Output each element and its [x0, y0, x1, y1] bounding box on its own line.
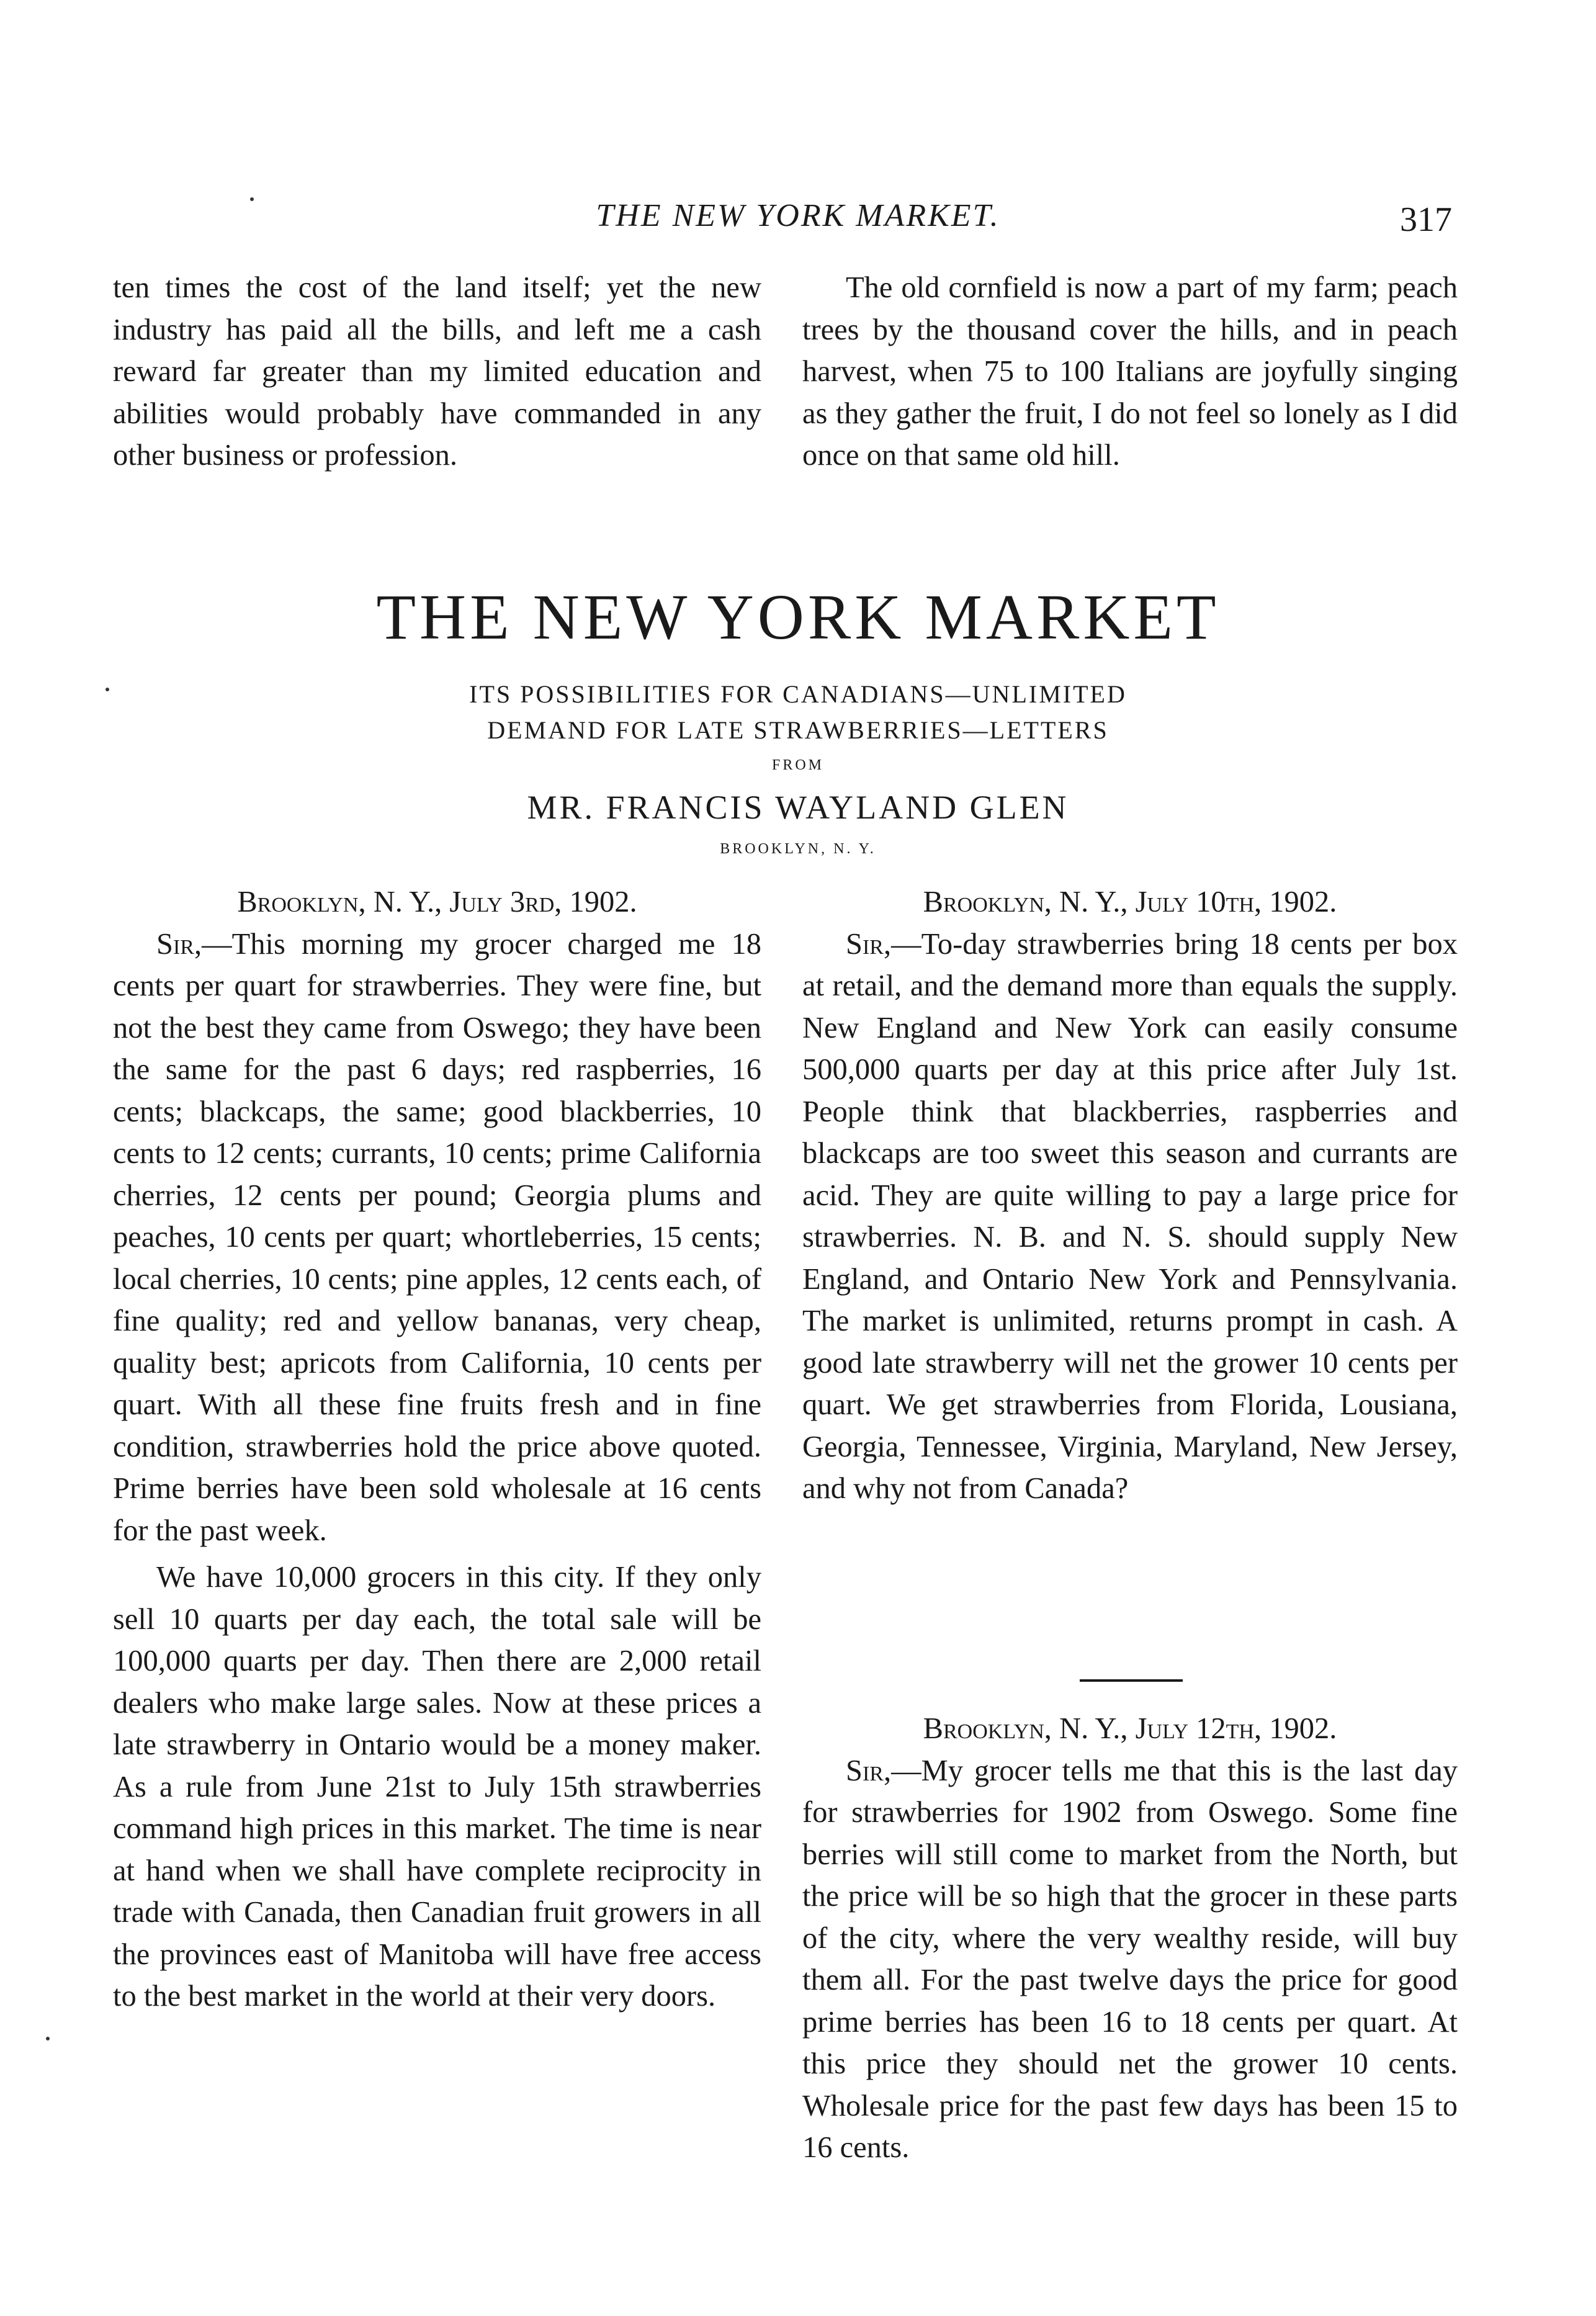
author-name: MR. FRANCIS WAYLAND GLEN	[527, 789, 1069, 826]
subtitle-line-2: DEMAND FOR LATE STRAWBERRIES—LETTERS	[487, 716, 1109, 744]
letter-2-column	[802, 881, 1458, 1510]
letter-3-paragraph-1	[802, 1750, 1458, 2169]
print-speck	[46, 2037, 50, 2040]
intro-right-paragraph: The old cornfield is now a part of my farm; peach trees by the thousand cover the hills, and in peach harvest, when 75 to 100 Italians are joyfully singing as they gather the fruit, I do not feel so lonely as I did once on that same old hill.	[802, 271, 1458, 472]
intro-left-paragraph: ten times the cost of the land itself; yet the new industry has paid all the bills, and left me a cash reward far greater than my limited education and abilities would probably have commanded in any other business or profession.	[113, 271, 761, 472]
letter-2-paragraph-1	[802, 923, 1458, 1510]
print-speck	[250, 197, 254, 201]
letter-1-text-1: —This morning my grocer charged me 18 cents per quart for strawberries. They were fine, but not the best they came from Oswego; they have been the same for the past 6 days; red raspberries, 16 cents; blackcaps, the same; good blackberries, 10 cents to 12 cents; currants, 10 cents; prime California cherries, 12 cents per pound; Georgia plums and peaches, 10 cents per quart; whortleberries, 15 cents; local cherries, 10 cents; pine apples, 12 cents each, of fine quality; red and yellow bananas, very cheap, quality best; apricots from California, 10 cents per quart. With all these fine fruits fresh and in fine condition, strawberries hold the price above quoted. Prime berries have been sold wholesale at 16 cents for the past week.	[113, 927, 761, 1547]
letter-1-salutation: Sir,	[156, 927, 202, 961]
letter-1-paragraph-2: We have 10,000 grocers in this city. If they only sell 10 quarts per day each, the total sale will be 100,000 quarts per day. Then there are 2,000 retail dealers who make large sales. Now at these prices a late strawberry in Ontario would be a money maker. As a rule from June 21st to July 15th strawberries command high prices in this market. The time is near at hand when we shall have complete reciprocity in trade with Canada, then Canadian fruit growers in all the provinces east of Manitoba will have free access to the best market in the world at their very doors.	[113, 1561, 761, 2013]
article-title: THE NEW YORK MARKET	[376, 581, 1220, 653]
intro-right-column	[802, 267, 1458, 477]
letter-1-column	[113, 881, 761, 2018]
letter-1-paragraph-1	[113, 923, 761, 1552]
letter-1-date: Brooklyn, N. Y., July 3rd, 1902.	[237, 886, 637, 918]
page-number: 317	[1400, 200, 1452, 239]
letter-3-salutation: Sir,	[846, 1754, 892, 1787]
section-divider	[1080, 1679, 1183, 1682]
running-head: THE NEW YORK MARKET.	[596, 198, 1000, 233]
letter-3-text-1: —My grocer tells me that this is the last day for strawberries for 1902 from Oswego. Some fine berries will still come to market from the North, but the price will be so high that the grocer in these parts of the city, where the very wealthy reside, will buy them all. For the past twelve days the price for good prime berries has been 16 to 18 cents per quart. At this price they should net the grower 10 cents. Wholesale price for the past few days has been 15 to 16 cents.	[802, 1754, 1458, 2164]
from-label: FROM	[771, 757, 825, 773]
author-location: BROOKLYN, N. Y.	[720, 841, 876, 857]
letter-3-column	[802, 1708, 1458, 2169]
subtitle-line-1: ITS POSSIBILITIES FOR CANADIANS—UNLIMITED	[469, 680, 1127, 708]
letter-2-text-1: —To-day strawberries bring 18 cents per box at retail, and the demand more than equals the supply. New England and New York can easily consume 500,000 quarts per day at this price after July 1st. People think that blackberries, raspberries and blackcaps are too sweet this season and currants are acid. They are quite willing to pay a large price for strawberries. N. B. and N. S. should supply New England, and Ontario New York and Pennsylvania. The market is unlimited, returns prompt in cash. A good late strawberry will net the grower 10 cents per quart. We get strawberries from Florida, Lousiana, Georgia, Tennessee, Virginia, Maryland, New Jersey, and why not from Canada?	[802, 927, 1458, 1505]
letter-3-date: Brooklyn, N. Y., July 12th, 1902.	[923, 1712, 1337, 1745]
article-subtitle	[0, 676, 1596, 748]
intro-left-column	[113, 267, 761, 477]
print-speck	[105, 688, 109, 691]
letter-2-salutation: Sir,	[846, 927, 892, 961]
letter-2-date: Brooklyn, N. Y., July 10th, 1902.	[923, 886, 1337, 918]
